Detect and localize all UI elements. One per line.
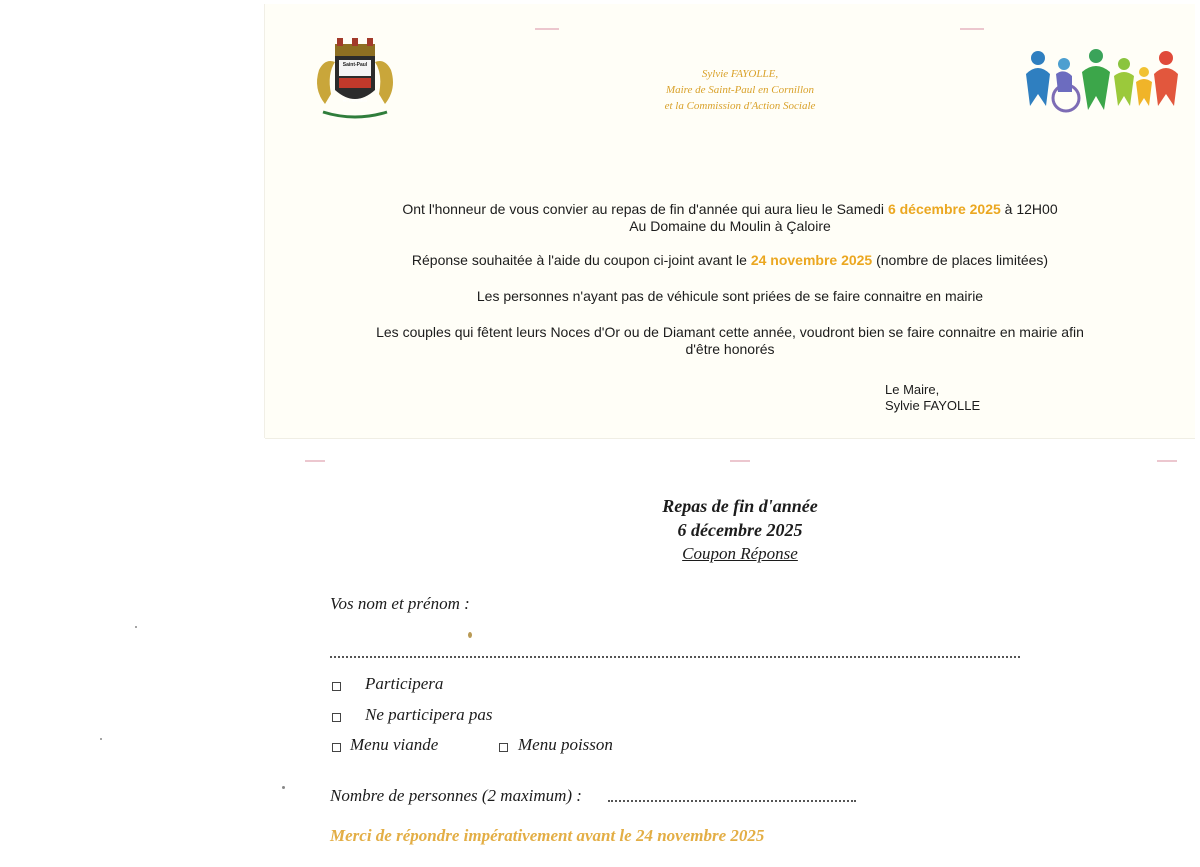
persons-label: Nombre de personnes (2 maximum) :: [330, 786, 582, 805]
menu-viande-label: Menu viande: [350, 735, 439, 754]
signature-title: Le Maire,: [885, 382, 940, 397]
invitation-line-5a: Les couples qui fêtent leurs Noces d'Or ou de Diamant cette année, voudront bien se faire connaitre en mairie afin: [376, 324, 1084, 340]
ne-participera-checkbox[interactable]: [332, 713, 341, 722]
ne-participera-label: Ne participera pas: [365, 705, 493, 724]
signature-name: Sylvie FAYOLLE: [885, 398, 981, 413]
menu-poisson-checkbox[interactable]: [499, 743, 508, 752]
name-input-line[interactable]: [330, 650, 1020, 658]
line3-pre: Réponse souhaitée à l'aide du coupon ci-joint avant le: [411, 252, 751, 268]
invitation-line-2: Au Domaine du Moulin à Çaloire: [629, 218, 831, 234]
coupon-date: 6 décembre 2025: [677, 520, 803, 540]
mayor-title: Maire de Saint-Paul en Cornillon: [665, 84, 815, 96]
line3-post: (nombre de places limitées): [872, 252, 1049, 268]
invitation-line-4: Les personnes n'ayant pas de véhicule sont priées de se faire connaitre en mairie: [476, 288, 984, 304]
coupon-subtitle: Coupon Réponse: [682, 544, 798, 563]
line1-pre: Ont l'honneur de vous convier au repas de fin d'année qui aura lieu le Samedi: [402, 201, 888, 217]
crest-text-top: Saint-Paul: [342, 62, 368, 68]
coupon-title: Repas de fin d'année: [662, 496, 818, 516]
event-date: 6 décembre 2025: [887, 201, 1001, 217]
menu-viande-checkbox[interactable]: [332, 743, 341, 752]
invitation-line-5b: d'être honorés: [685, 341, 775, 357]
name-label: Vos nom et prénom :: [330, 594, 470, 613]
line1-post: à 12H00: [1000, 201, 1058, 217]
paper-speck: [100, 738, 102, 740]
participera-checkbox[interactable]: [332, 682, 341, 691]
participera-label: Participera: [365, 674, 444, 693]
coupon-header: [620, 494, 860, 566]
paper-speck: [282, 786, 285, 789]
crest-text-bottom: en Cornillon: [342, 98, 368, 103]
closing-note: Merci de répondre impérativement avant le 24 novembre 2025: [330, 826, 765, 845]
commission-name: et la Commission d'Action Sociale: [664, 100, 816, 112]
paper-speck: [135, 626, 137, 628]
response-deadline: 24 novembre 2025: [750, 252, 873, 268]
paper-speck: [468, 632, 472, 638]
mayor-name: Sylvie FAYOLLE,: [701, 68, 779, 80]
persons-input-line[interactable]: [608, 798, 856, 802]
menu-poisson-label: Menu poisson: [518, 735, 613, 754]
